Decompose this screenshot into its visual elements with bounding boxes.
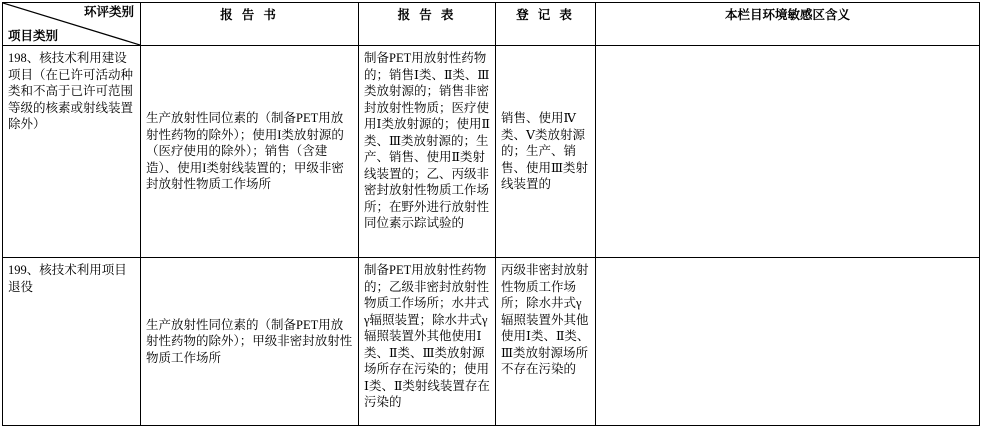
environmental-assessment-table: [2, 2, 980, 426]
cell-report-book-199: 生产放射性同位素的（制备PET用放射性药物的除外）；甲级非密封放射性物质工作场所: [141, 258, 359, 426]
row-category-198: 198、核技术利用建设项目（在已许可活动种类和不高于已许可范围等级的核素或射线装置除外）: [3, 46, 141, 258]
column-header-label: 报 告 书: [220, 8, 279, 22]
cell-report-book-198: 生产放射性同位素的（制备PET用放射性药物的除外）；使用I类放射源的（医疗使用的除外）；销售（含建造）、使用I类射线装置的；甲级非密封放射性物质工作场所: [141, 46, 359, 258]
cell-sensitive-area-198: [596, 46, 980, 258]
table-header-row: [3, 3, 980, 46]
table-row: [3, 46, 980, 258]
cell-registration-form-199: 丙级非密封放射性物质工作场所；除水井式γ辐照装置外其他使用Ⅰ类、Ⅱ类、Ⅲ类放射源场所不存在污染的: [496, 258, 596, 426]
cell-sensitive-area-199: [596, 258, 980, 426]
corner-top-label: 环评类别: [83, 5, 134, 19]
column-header-report-form: [359, 3, 496, 46]
cell-report-form-199: 制备PET用放射性药物的；乙级非密封放射性物质工作场所；水井式γ辐照装置；除水井式γ辐照装置外其他使用Ⅰ类、Ⅱ类、Ⅲ类放射源场所存在污染的；使用Ⅰ类、Ⅱ类射线装置存在污染的: [359, 258, 496, 426]
row-category-199: 199、核技术利用项目退役: [3, 258, 141, 426]
column-header-report-book: [141, 3, 359, 46]
corner-bottom-label: 项目类别: [8, 28, 59, 43]
cell-report-form-198: 制备PET用放射性药物的；销售Ⅰ类、Ⅱ类、Ⅲ类放射源的；销售非密封放射性物质；医疗使用Ⅰ类放射源的；使用Ⅱ类、Ⅲ类放射源的；生产、销售、使用Ⅱ类射线装置的；乙、丙级非密封放射性物质工作场所；在野外进行放射性同位素示踪试验的: [359, 46, 496, 258]
column-header-label: 报 告 表: [397, 8, 457, 22]
table-row: [3, 258, 980, 426]
column-header-label: 本栏目环境敏感区含义: [724, 8, 850, 22]
column-header-sensitive-area: [596, 3, 980, 46]
header-corner-cell: [3, 3, 141, 46]
column-header-label: 登 记 表: [516, 8, 575, 22]
column-header-registration-form: [496, 3, 596, 46]
cell-registration-form-198: 销售、使用Ⅳ类、Ⅴ类放射源的；生产、销售、使用Ⅲ类射线装置的: [496, 46, 596, 258]
